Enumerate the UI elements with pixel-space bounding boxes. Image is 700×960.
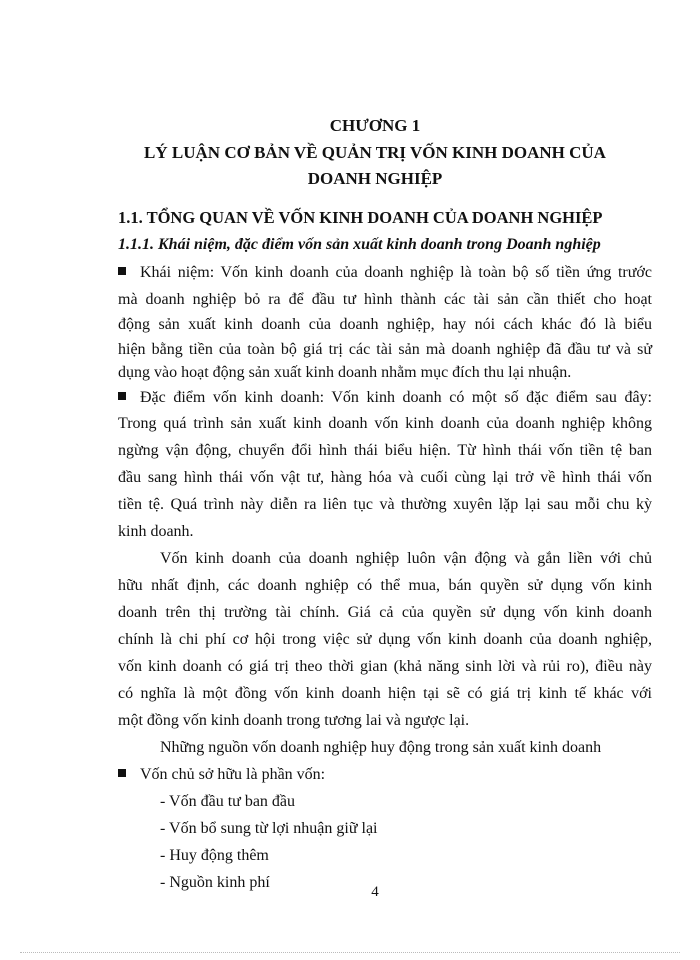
- equity-item: - Huy động thêm: [160, 847, 269, 864]
- equity-item: - Vốn đầu tư ban đầu: [160, 793, 296, 810]
- footer-divider: [20, 952, 680, 953]
- features-line: Đặc điểm vốn kinh doanh: Vốn kinh doanh có một số đặc điểm sau đây:: [118, 388, 652, 408]
- chapter-number: CHƯƠNG 1: [329, 116, 421, 135]
- concept-line: hiện bằng tiền của toàn bộ giá trị các tài sản mà doanh nghiệp đã đầu tư và sử: [118, 341, 652, 358]
- subsection-heading: 1.1.1. Khái niệm, đặc điểm vốn sản xuất kinh doanh trong Doanh nghiệp: [118, 236, 601, 253]
- features-line: tiền tệ. Quá trình này diễn ra liên tục và thường xuyên lặp lại sau mỗi chu kỳ: [118, 496, 652, 513]
- concept-line: dụng vào hoạt động sản xuất kinh doanh nhằm mục đích thu lại nhuận.: [118, 364, 572, 381]
- features-line: Trong quá trình sản xuất kinh doanh vốn kinh doanh của doanh nghiệp không: [118, 415, 652, 432]
- features-line: kinh doanh.: [118, 523, 194, 540]
- concept-line: động sản xuất kinh doanh của doanh nghiệp, hay nói cách khác đó là biểu: [118, 316, 652, 333]
- chapter-title-line-1: LÝ LUẬN CƠ BẢN VỀ QUẢN TRỊ VỐN KINH DOANH CỦA: [144, 143, 606, 162]
- equity-item: - Nguồn kinh phí: [160, 874, 270, 891]
- concept-line: Khái niệm: Vốn kinh doanh của doanh nghiệp là toàn bộ số tiền ứng trước: [118, 263, 652, 283]
- concept-line: mà doanh nghiệp bỏ ra để đầu tư hình thành các tài sản cần thiết cho hoạt: [118, 291, 652, 308]
- paragraph-line: có nghĩa là một đồng vốn kinh doanh hiện tại sẽ có giá trị kinh tế khác với: [118, 685, 652, 702]
- bullet-icon: [118, 392, 126, 400]
- equity-bullet: Vốn chủ sở hữu là phần vốn:: [118, 765, 652, 785]
- features-line: đầu sang hình thái vốn vật tư, hàng hóa và cuối cùng lại trở về hình thái vốn: [118, 469, 652, 486]
- equity-item: - Vốn bổ sung từ lợi nhuận giữ lại: [160, 820, 378, 837]
- features-line: ngừng vận động, chuyển đổi hình thái biểu hiện. Từ hình thái vốn tiền tệ ban: [118, 442, 652, 459]
- bullet-icon: [118, 769, 126, 777]
- paragraph-line: chính là chi phí cơ hội trong việc sử dụng vốn kinh doanh của doanh nghiệp,: [118, 631, 652, 648]
- paragraph-line: vốn kinh doanh có giá trị theo thời gian (khả năng sinh lời và rủi ro), điều này: [118, 658, 652, 675]
- paragraph-line: một đồng vốn kinh doanh trong tương lai và ngược lại.: [118, 712, 470, 729]
- paragraph-line: Vốn kinh doanh của doanh nghiệp luôn vận động và gắn liền với chủ: [160, 550, 652, 567]
- page-number: 4: [371, 884, 379, 900]
- section-heading: 1.1. TỔNG QUAN VỀ VỐN KINH DOANH CỦA DOANH NGHIỆP: [118, 208, 603, 227]
- chapter-title-line-2: DOANH NGHIỆP: [307, 169, 443, 188]
- paragraph-line: hữu nhất định, các doanh nghiệp có thể mua, bán quyền sử dụng vốn kinh: [118, 577, 652, 594]
- paragraph-line: doanh trên thị trường tài chính. Giá cả của quyền sử dụng vốn kinh doanh: [118, 604, 652, 621]
- bullet-icon: [118, 267, 126, 275]
- sources-intro: Những nguồn vốn doanh nghiệp huy động trong sản xuất kinh doanh: [160, 739, 602, 756]
